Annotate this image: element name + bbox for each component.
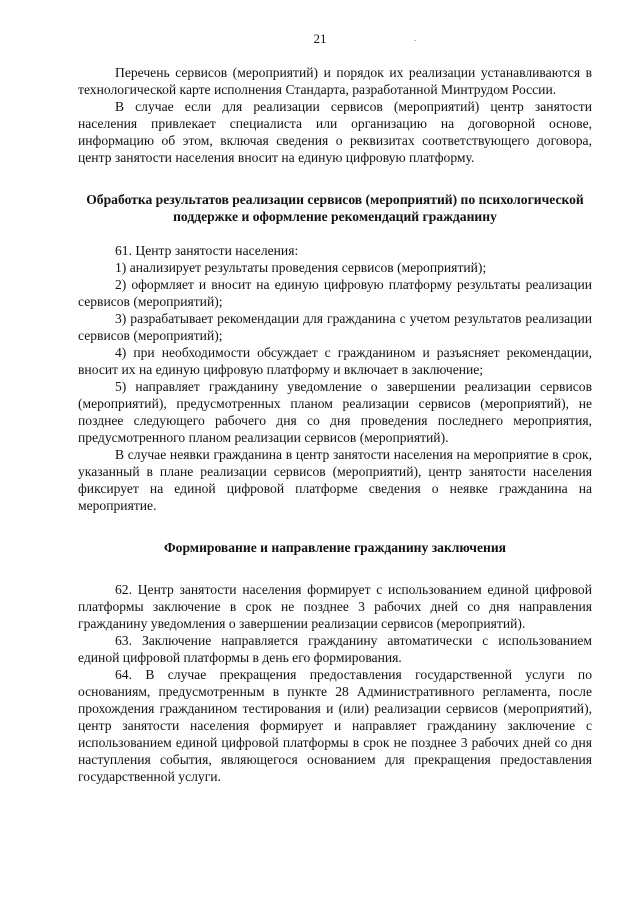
list-item-61-1: 1) анализирует результаты проведения сервисов (мероприятий); [115,260,487,275]
paragraph-no-show: В случае неявки гражданина в центр занятости населения на мероприятие в срок, указанный в плане реализации сервисов (мероприятий), центр занятости населения фиксирует на единой цифровой платформе сведения о неявке гражданина на мероприятие. [78,447,592,513]
paragraph-specialist: В случае если для реализации сервисов (мероприятий) центр занятости населения привлекает специалиста или организацию на договорной основе, информацию об этом, включая сведения о реквизитах соответствующего договора, центр занятости населения вносит на единую цифровую платформу. [78,99,592,165]
paragraph-63: 63. Заключение направляется гражданину автоматически с использованием единой цифровой платформы в день его формирования. [78,633,592,665]
document-body [78,64,592,785]
paragraph-61-lead: 61. Центр занятости населения: [115,243,299,258]
paragraph-services-list: Перечень сервисов (мероприятий) и порядок их реализации устанавливаются в технологической карте исполнения Стандарта, разработанной Минтрудом России. [78,65,592,97]
scan-mark: . [414,33,417,43]
list-item-61-2: 2) оформляет и вносит на единую цифровую платформу результаты реализации сервисов (мероприятий); [78,277,592,309]
section-heading-conclusion: Формирование и направление гражданину заключения [163,540,507,555]
paragraph-62: 62. Центр занятости населения формирует с использованием единой цифровой платформы заключение в срок не позднее 3 рабочих дней со дня направления гражданину уведомления о завершении реализации сервисов (мероприятий). [78,582,592,631]
page-number: 21 [313,31,327,46]
list-item-61-3: 3) разрабатывает рекомендации для гражданина с учетом результатов реализации сервисов (мероприятий); [78,311,592,343]
list-item-61-5: 5) направляет гражданину уведомление о завершении реализации сервисов (мероприятий), предусмотренных планом реализации сервисов (мероприятий), не позднее следующего рабочего дня со дня проведения последнего мероприятия, предусмотренного планом реализации сервисов (мероприятий). [78,379,592,445]
section-heading-results: Обработка результатов реализации сервисов (мероприятий) по психологической поддержке и оформление рекомендаций гражданину [86,192,584,224]
list-item-61-4: 4) при необходимости обсуждает с гражданином и разъясняет рекомендации, вносит их на единую цифровую платформу и включает в заключение; [78,345,592,377]
paragraph-64: 64. В случае прекращения предоставления государственной услуги по основаниям, предусмотренным в пункте 28 Административного регламента, после прохождения гражданином тестирования и (или) реализации сервисов (мероприятий), центр занятости населения формирует и направляет гражданину заключение с использованием единой цифровой платформы в срок не позднее 3 рабочих дней со дня наступления события, являющегося основанием для прекращения предоставления государственной услуги. [78,667,592,784]
